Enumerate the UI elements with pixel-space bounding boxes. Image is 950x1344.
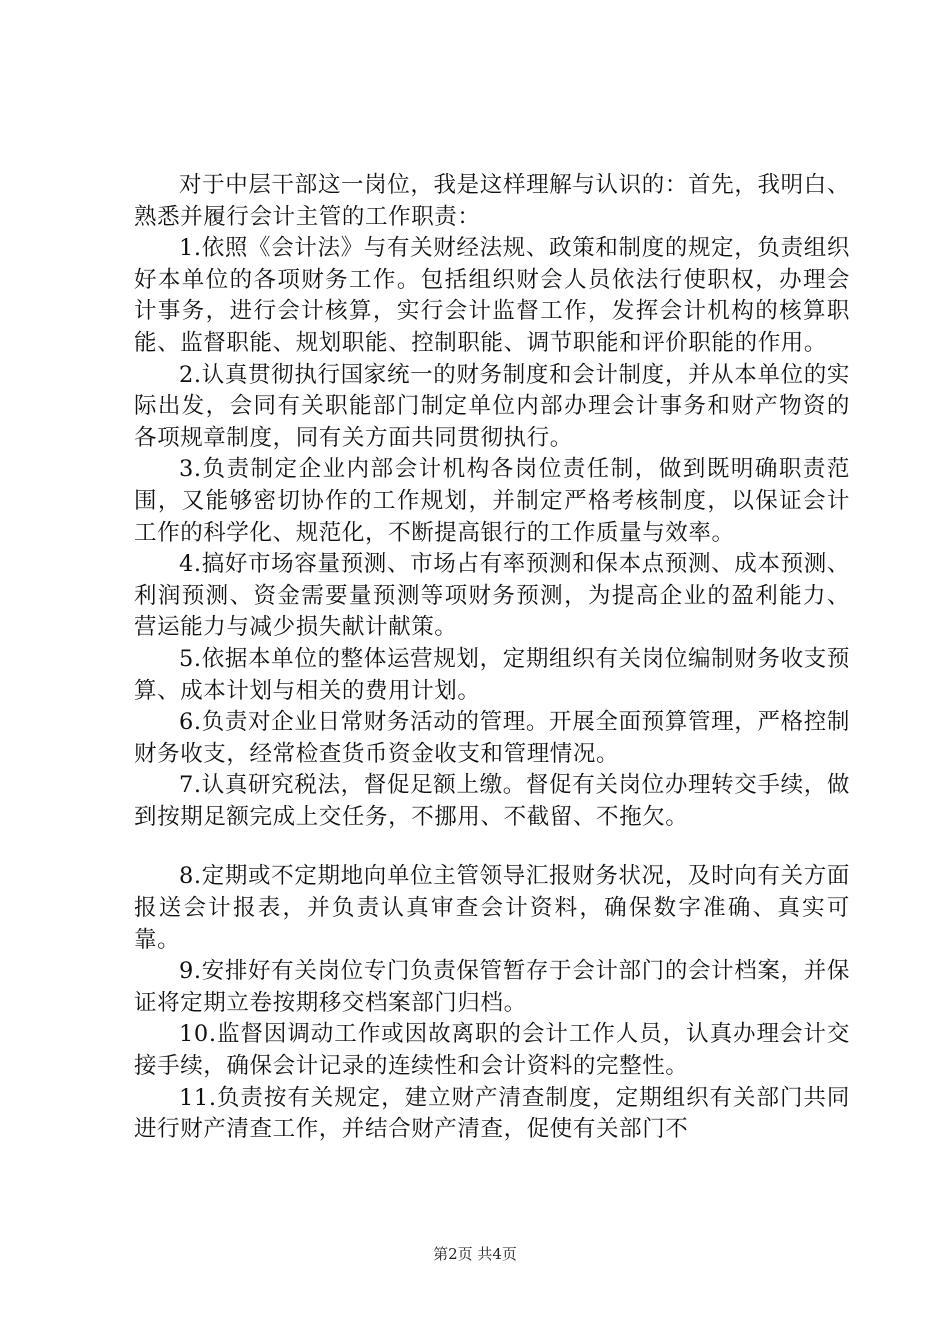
- duty-item-3: 3.负责制定企业内部会计机构各岗位责任制，做到既明确职责范围，又能够密切协作的工作规划，并制定严格考核制度，以保证会计工作的科学化、规范化，不断提高银行的工作质量与效率。: [134, 456, 850, 546]
- duty-item-4: 4.搞好市场容量预测、市场占有率预测和保本点预测、成本预测、利润预测、资金需要量预测等项财务预测，为提高企业的盈利能力、营运能力与减少损失献计献策。: [134, 551, 850, 641]
- duty-item-6: 6.负责对企业日常财务活动的管理。开展全面预算管理，严格控制财务收支，经常检查货币资金收支和管理情况。: [134, 709, 850, 767]
- duty-item-11: 11.负责按有关规定，建立财产清查制度，定期组织有关部门共同进行财产清查工作，并结合财产清查，促使有关部门不: [134, 1084, 850, 1143]
- duty-item-2: 2.认真贯彻执行国家统一的财务制度和会计制度，并从本单位的实际出发，会同有关职能部门制定单位内部办理会计事务和财产物资的各项规章制度，同有关方面共同贯彻执行。: [134, 361, 850, 451]
- paragraph-spacer: [134, 833, 850, 861]
- duty-item-10: 10.监督因调动工作或因故离职的会计工作人员，认真办理会计交接手续，确保会计记录的连续性和会计资料的完整性。: [134, 1021, 850, 1080]
- intro-paragraph: 对于中层干部这一岗位，我是这样理解与认识的：首先，我明白、熟悉并履行会计主管的工作职责：: [134, 172, 850, 230]
- duty-item-5: 5.依据本单位的整体运营规划，定期组织有关岗位编制财务收支预算、成本计划与相关的费用计划。: [134, 645, 850, 704]
- duty-item-8: 8.定期或不定期地向单位主管领导汇报财务状况，及时向有关方面报送会计报表，并负责认真审查会计资料，确保数字准确、真实可靠。: [134, 863, 850, 953]
- document-body: [134, 170, 850, 1146]
- page-number-footer: 第2页 共4页: [433, 1245, 517, 1263]
- duty-item-7: 7.认真研究税法，督促足额上缴。督促有关岗位办理转交手续，做到按期足额完成上交任务，不挪用、不截留、不拖欠。: [134, 772, 850, 830]
- duty-item-9: 9.安排好有关岗位专门负责保管暂存于会计部门的会计档案，并保证将定期立卷按期移交档案部门归档。: [134, 958, 850, 1016]
- duty-item-1: 1.依照《会计法》与有关财经法规、政策和制度的规定，负责组织好本单位的各项财务工作。包括组织财会人员依法行使职权，办理会计事务，进行会计核算，实行会计监督工作，发挥会计机构的核算职能、监督职能、规划职能、控制职能、调节职能和评价职能的作用。: [134, 235, 850, 356]
